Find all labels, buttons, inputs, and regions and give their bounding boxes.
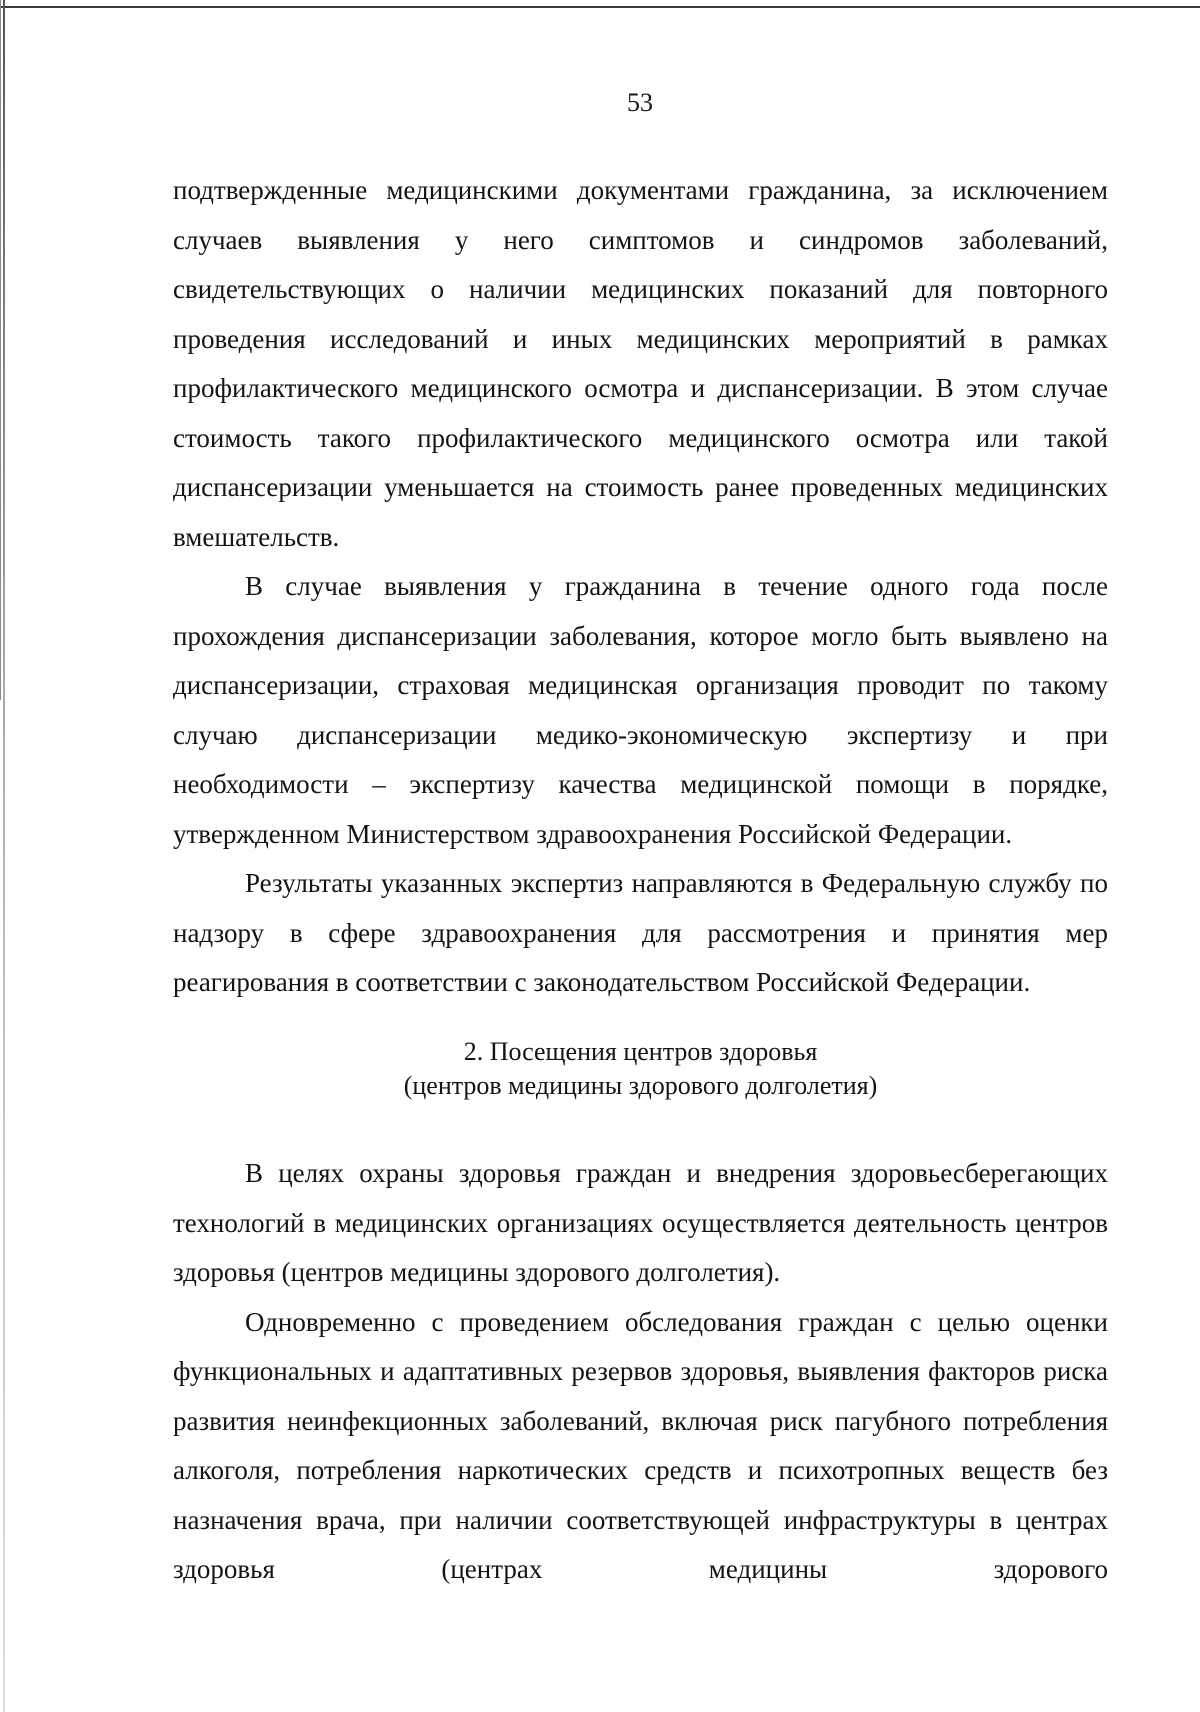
scan-edge-top [0, 6, 1200, 8]
section-body-text [173, 1149, 1108, 1595]
section-heading-line-1: 2. Посещения центров здоровья [463, 1037, 818, 1066]
body-text [173, 166, 1108, 1008]
paragraph-examination: Одновременно с проведением обследования граждан с целью оценки функциональных и адаптативных резервов здоровья, выявления факторов риска развития неинфекционных заболеваний, включая риск пагубного потребления алкоголя, потребления наркотических средств и психотропных веществ без назначения врача, при наличии соответствующей инфраструктуры в центрах здоровья (центрах медицины здорового [173, 1306, 1108, 1584]
paragraph-continuation: подтвержденные медицинскими документами гражданина, за исключением случаев выявления у него симптомов и синдромов заболеваний, свидетельствующих о наличии медицинских показаний для повторного проведения исследований и иных медицинских мероприятий в рамках профилактического медицинского осмотра и диспансеризации. В этом случае стоимость такого профилактического медицинского осмотра или такой диспансеризации уменьшается на стоимость ранее проведенных медицинских вмешательств. [173, 175, 1108, 552]
section-heading-line-2: (центров медицины здорового долголетия) [403, 1071, 878, 1100]
scan-edge-left [3, 0, 5, 1712]
paragraph-results: Результаты указанных экспертиз направляются в Федеральную службу по надзору в сфере здравоохранения для рассмотрения и принятия мер реагирования в соответствии с законодательством Российской Федерации. [173, 868, 1108, 997]
paragraph-expertise: В случае выявления у гражданина в течение одного года после прохождения диспансеризации заболевания, которое могло быть выявлено на диспансеризации, страховая медицинская организация проводит по такому случаю диспансеризации медико-экономическую экспертизу и при необходимости – экспертизу качества медицинской помощи в порядке, утвержденном Министерством здравоохранения Российской Федерации. [173, 571, 1108, 849]
page-number: 53 [627, 88, 653, 117]
paragraph-health-centers: В целях охраны здоровья граждан и внедрения здоровьесберегающих технологий в медицинских организациях осуществляется деятельность центров здоровья (центров медицины здорового долголетия). [173, 1158, 1108, 1287]
section-heading [173, 1035, 1108, 1103]
